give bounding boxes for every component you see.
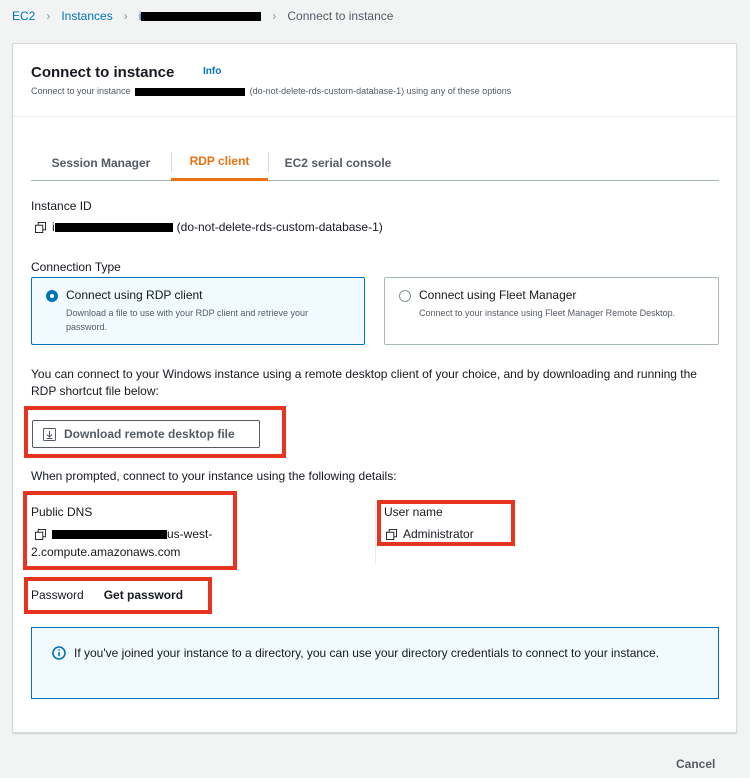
intro-text: You can connect to your Windows instance using a remote desktop client of your choice, and by downloading and running the RDP shortcut file below: xyxy=(31,367,697,398)
user-name-value: Administrator xyxy=(386,527,474,541)
page-description: Connect to your instance (do-not-delete-rds-custom-database-1) using any of these options xyxy=(31,86,512,96)
alert-text: If you've joined your instance to a directory, you can use your directory credentials to connect to your instance. xyxy=(74,646,660,660)
tab-session-manager[interactable]: Session Manager xyxy=(51,155,151,170)
tab-rdp-client[interactable]: RDP client xyxy=(171,144,268,181)
info-icon xyxy=(52,646,66,660)
tab-ec2-serial-console[interactable]: EC2 serial console xyxy=(284,155,392,170)
redacted-block xyxy=(135,88,245,96)
redacted-block xyxy=(55,223,173,232)
highlight-download-button xyxy=(24,406,286,458)
highlight-public-dns xyxy=(23,491,237,570)
highlight-user-name xyxy=(377,500,515,546)
instance-id-label: Instance ID xyxy=(31,199,92,213)
breadcrumb xyxy=(12,8,393,24)
info-alert xyxy=(31,627,719,699)
user-name-label: User name xyxy=(384,505,443,519)
connection-type-label: Connection Type xyxy=(31,260,121,274)
highlight-password xyxy=(24,577,212,614)
get-password-link[interactable]: Get password xyxy=(103,588,184,602)
cancel-button[interactable]: Cancel xyxy=(676,757,716,771)
column-divider xyxy=(375,505,376,565)
radio-selected[interactable] xyxy=(46,290,58,302)
page-title: Connect to instance xyxy=(31,64,175,81)
option-fleet-manager[interactable]: Connect using Fleet Manager Connect to your instance using Fleet Manager Remote Desktop. xyxy=(384,277,719,345)
chevron-right-icon: › xyxy=(272,9,277,23)
password-label: Password xyxy=(31,588,84,602)
public-dns-value: us-west- xyxy=(35,527,212,541)
copy-icon[interactable] xyxy=(35,222,46,233)
chevron-right-icon: › xyxy=(123,9,128,23)
connect-panel xyxy=(12,43,737,733)
prompt-text: When prompted, connect to your instance using the following details: xyxy=(31,469,397,483)
redacted-block xyxy=(141,12,261,21)
download-rdp-button[interactable]: Download remote desktop file xyxy=(32,420,260,448)
instance-id-value: i (do-not-delete-rds-custom-database-1) xyxy=(35,220,383,234)
tab-bar xyxy=(31,144,719,181)
breadcrumb-instances[interactable]: Instances xyxy=(61,9,113,23)
chevron-right-icon: › xyxy=(46,9,51,23)
breadcrumb-instance-id[interactable]: i xyxy=(139,9,262,23)
public-dns-label: Public DNS xyxy=(31,505,93,519)
info-link[interactable]: Info xyxy=(203,66,222,77)
breadcrumb-current: Connect to instance xyxy=(287,9,394,23)
radio-unselected[interactable] xyxy=(399,290,411,302)
breadcrumb-ec2[interactable]: EC2 xyxy=(12,9,36,23)
panel-header xyxy=(13,44,736,117)
option-rdp-client[interactable]: Connect using RDP client Download a file to use with your RDP client and retrieve your password. xyxy=(31,277,365,345)
public-dns-value-line2: 2.compute.amazonaws.com xyxy=(31,545,181,559)
